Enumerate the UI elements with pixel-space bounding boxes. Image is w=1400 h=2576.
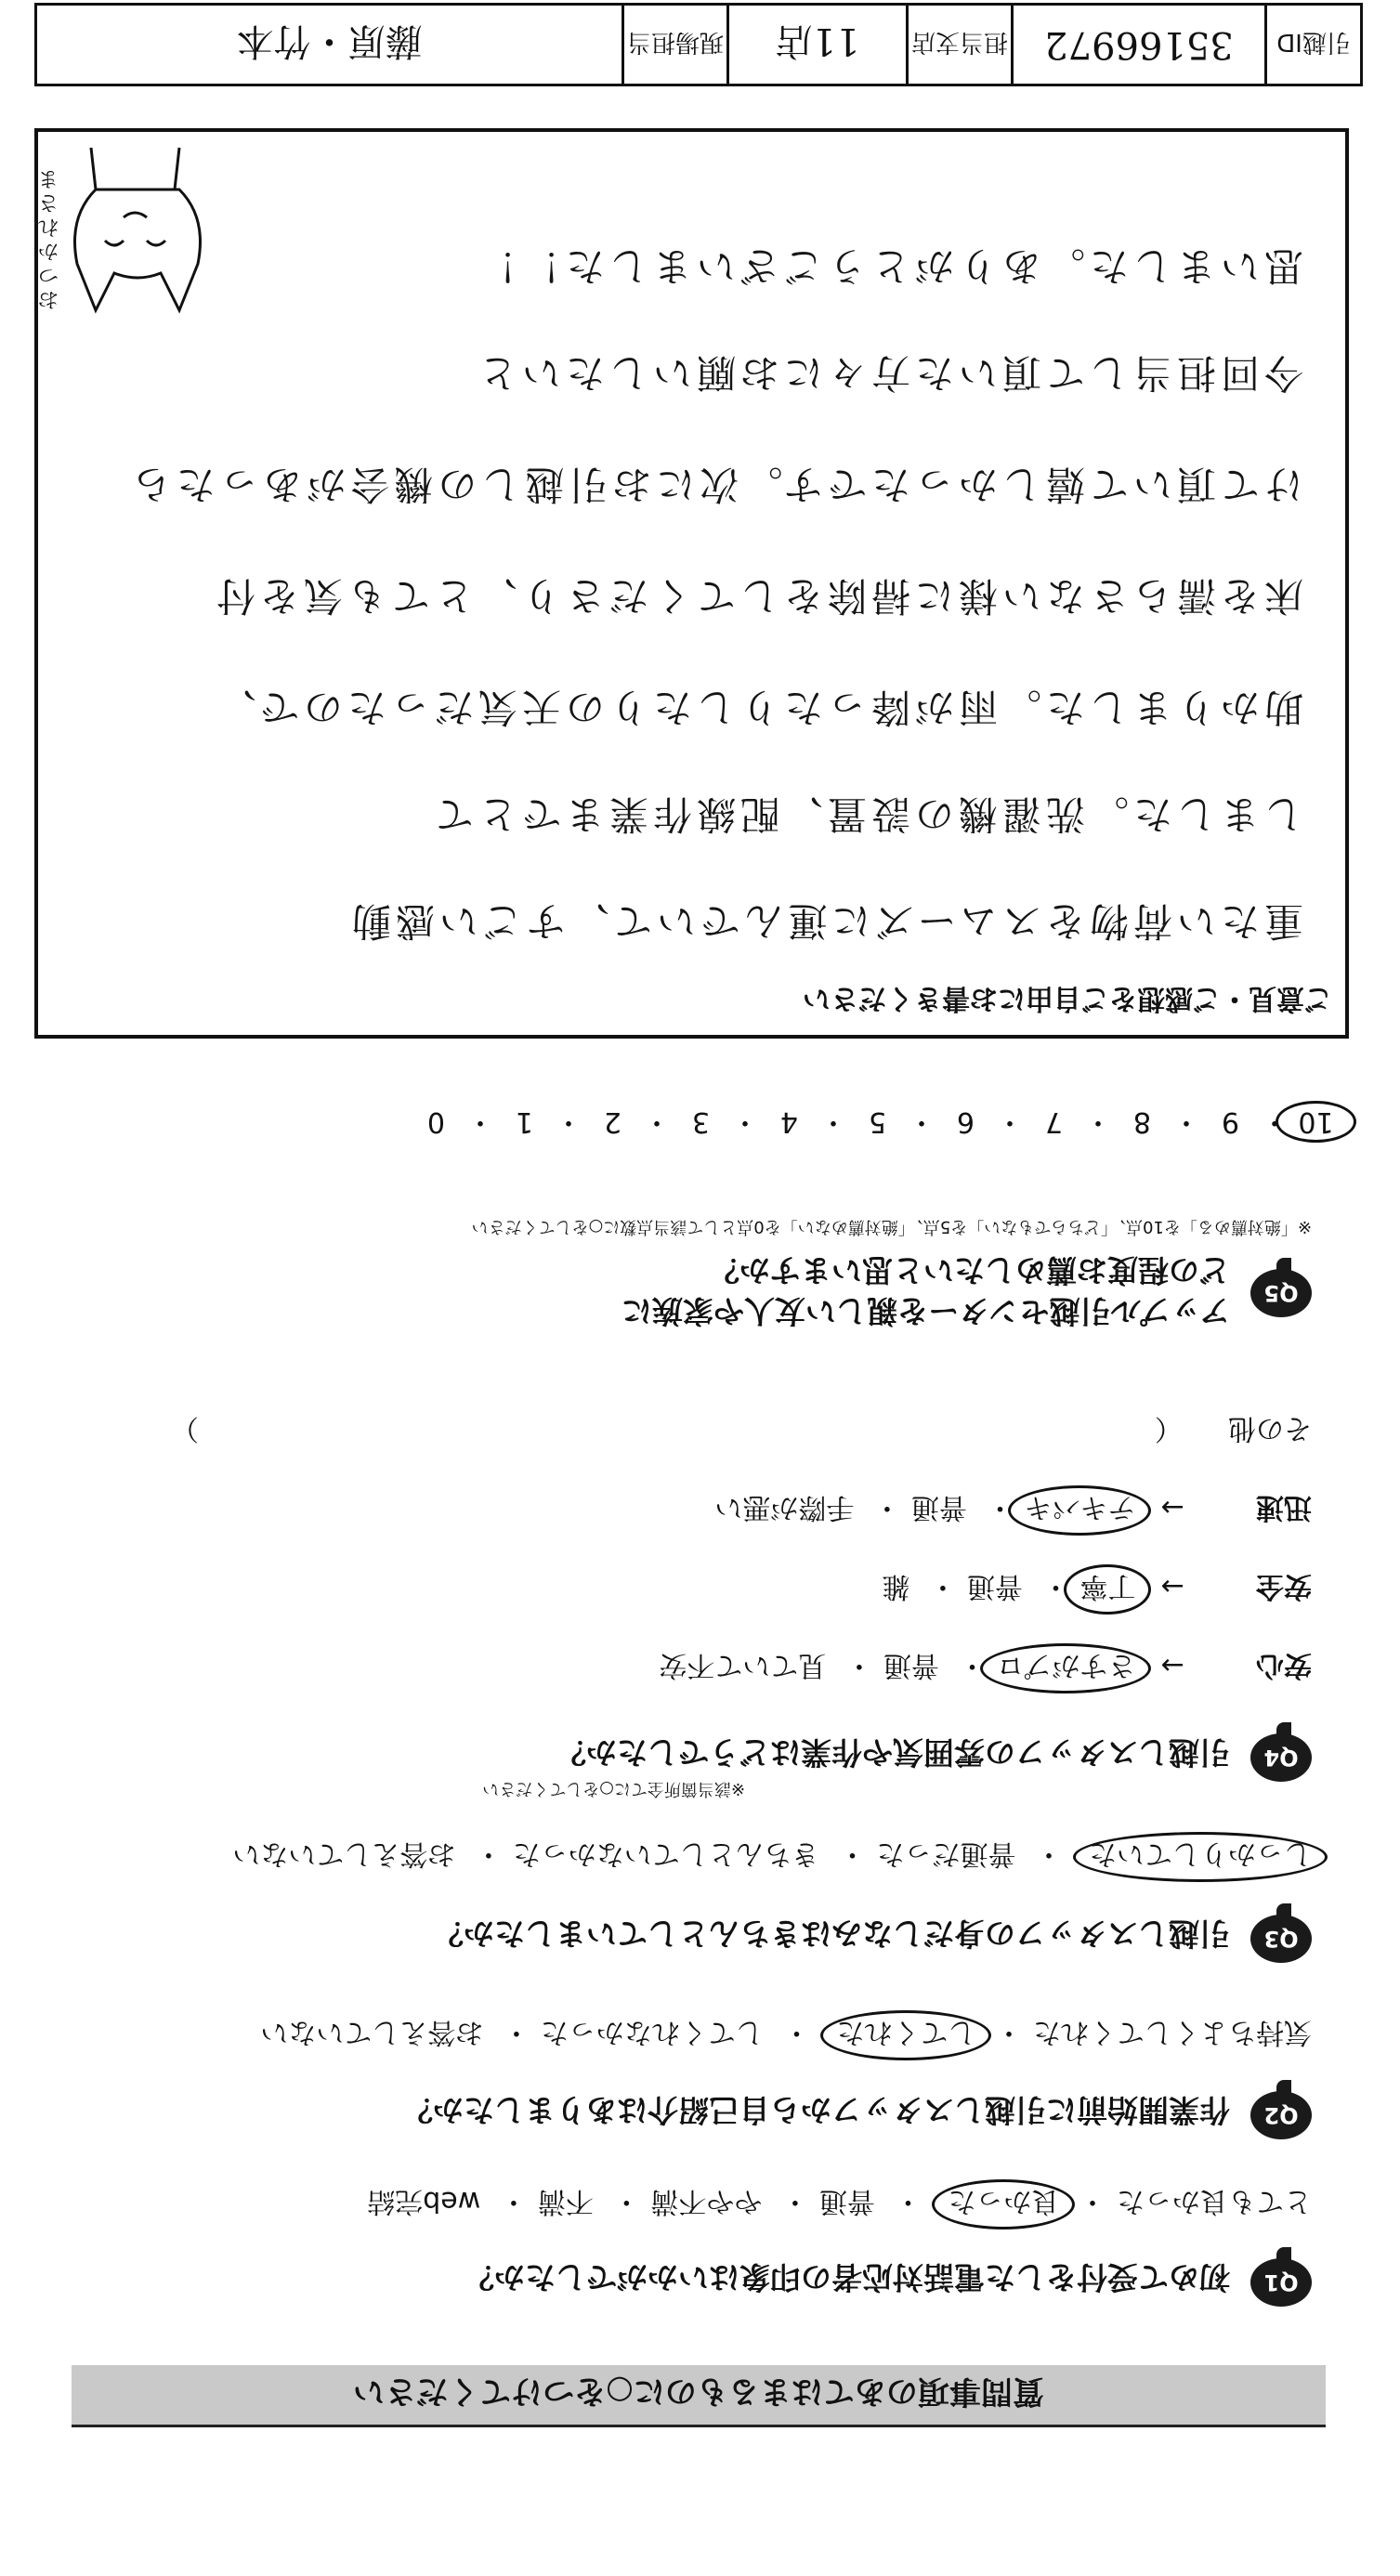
q3-options: しっかりしていた・ 普通だった・ きちんとしていなかった・ お答えしていない <box>232 1837 1312 1877</box>
comment-line: けて頂いて嬉しかったです。次にお引越しの機会があったら <box>127 462 1303 507</box>
comment-line: 思いました。ありがとうございました！！ <box>473 243 1303 289</box>
q4-option[interactable]: 雑 <box>882 1570 910 1602</box>
q4-row-anzen: 安全→ 丁寧・ 普通・ 雑 <box>882 1569 1312 1610</box>
q5-scale-value[interactable]: 3 <box>691 1105 711 1138</box>
team-label: 現場担当 <box>621 6 726 84</box>
q5-badge-icon: Q5 <box>1250 1269 1312 1317</box>
q4-option[interactable]: 手際が悪い <box>714 1491 855 1523</box>
q4-other-open: （ <box>1154 1412 1183 1445</box>
q2-badge-icon: Q2 <box>1250 2091 1312 2139</box>
q3-option[interactable]: お答えしていない <box>232 1837 456 1870</box>
q5-scale-value[interactable]: 5 <box>868 1105 887 1138</box>
q2-option-selected[interactable]: してくれた <box>820 2010 991 2060</box>
q4-option[interactable]: 普通 <box>910 1491 967 1523</box>
q5-text-line2: どの程度お薦めしたいと思いますか？ <box>709 1252 1230 1288</box>
q1-option[interactable]: web完結 <box>367 2185 481 2217</box>
q4-row-label: 迅速 <box>1256 1491 1312 1523</box>
arrow-icon: → <box>1160 1649 1184 1681</box>
cat-doodle-icon <box>59 143 216 329</box>
comments-title: ご意見・ご感想をご自由にお書きください <box>803 982 1332 1014</box>
doodle-caption: おつかれさま <box>37 166 59 310</box>
q4-option[interactable]: 普通 <box>966 1570 1023 1602</box>
comment-line: 床を濡らさない様に掃除をしてくださり、とても気を付 <box>211 573 1303 619</box>
q3-text: 引越しスタッフの身だしなみはきちんとしていましたか？ <box>433 1916 1230 1952</box>
arrow-icon: → <box>1160 1570 1184 1602</box>
q5-scale-value[interactable]: 9 <box>1221 1105 1240 1138</box>
instruction-banner <box>72 2365 1326 2427</box>
q2-text: 作業開始前に引越しスタッフから自己紹介はありましたか？ <box>402 2092 1230 2128</box>
q4-row-label: 安全 <box>1256 1570 1312 1602</box>
q4-option-selected[interactable]: 丁寧 <box>1064 1564 1151 1615</box>
q1-badge-icon: Q1 <box>1250 2258 1312 2307</box>
q1-option[interactable]: とても良かった <box>1117 2185 1312 2217</box>
comment-line: 重たい荷物をスムーズに運んでいて、すごい感動 <box>347 898 1303 944</box>
q1-option[interactable]: 不満 <box>537 2185 594 2217</box>
instruction-text: 質問事項のあてはまるものに○をつけてください <box>353 2373 1044 2411</box>
q4-row-anshin: 安心→ さすがプロ・ 普通・ 見ていて不安 <box>659 1648 1312 1689</box>
q4-badge-icon: Q4 <box>1250 1733 1312 1782</box>
q1-option-selected[interactable]: 良かった <box>932 2179 1075 2229</box>
q5-scale-value[interactable]: 8 <box>1132 1105 1152 1138</box>
q1-text: 初めて受付をした電話対応者の印象はいかがでしたか？ <box>464 2259 1230 2295</box>
q5-note: ※「絶対薦める」を10点、「どちらでもない」を5点、「絶対薦めない」を0点として該当点数に○をしてください <box>471 1217 1312 1236</box>
q4-option-selected[interactable]: さすがプロ <box>980 1643 1151 1693</box>
q5-scale-value[interactable]: 4 <box>779 1105 799 1138</box>
q3-option-selected[interactable]: しっかりしていた <box>1073 1832 1328 1882</box>
q5-scale-selected: 10 <box>1276 1101 1356 1143</box>
q3-option[interactable]: 普通だった <box>876 1837 1016 1870</box>
q4-other-close: ） <box>170 1412 199 1445</box>
comment-line: しました。洗濯機の設置、配線作業までとて <box>429 791 1303 837</box>
q2-option[interactable]: 気持ちよくしてくれた <box>1033 2016 1312 2048</box>
q3-badge-icon: Q3 <box>1250 1915 1312 1963</box>
q4-option[interactable]: 普通 <box>883 1649 939 1681</box>
q3-option[interactable]: きちんとしていなかった <box>512 1837 819 1870</box>
branch-label: 担当支店 <box>906 6 1011 84</box>
q5-text-line1: アップル引越センターを親しい友人や家族に <box>621 1293 1230 1329</box>
q5-scale: 10・9・8・7・6・5・4・3・2・1・0 <box>406 1105 1349 1145</box>
q1-options: とても良かった・ 良かった・ 普通・ やや不満・ 不満・ web完結 <box>367 2184 1312 2225</box>
arrow-icon: → <box>1160 1491 1184 1523</box>
q5-scale-value[interactable]: 6 <box>956 1105 975 1138</box>
q4-other-label: その他 <box>1228 1412 1312 1445</box>
comment-line: 助かりました。雨が降ったりしたりの天気だったので、 <box>212 685 1303 730</box>
comment-line: 今回担当して頂いた方々にお願いしたいと <box>473 350 1303 396</box>
staff-info-table <box>34 3 1363 86</box>
q1-option[interactable]: やや不満 <box>650 2185 763 2217</box>
q4-row-label: 安心 <box>1256 1649 1312 1681</box>
comments-box[interactable] <box>34 128 1349 1039</box>
q4-note: ※該当箇所全てに○をしてください <box>482 1779 745 1798</box>
id-label: 引越ID <box>1264 6 1360 84</box>
team-value: 藤原・竹本 <box>236 20 423 63</box>
q1-option[interactable]: 普通 <box>818 2185 875 2217</box>
q5-scale-value[interactable]: 1 <box>515 1105 534 1138</box>
q5-scale-value[interactable] <box>1289 1105 1349 1138</box>
q5-scale-value[interactable]: 7 <box>1044 1105 1064 1138</box>
q4-option-selected[interactable]: テキパキ <box>1008 1485 1151 1536</box>
q2-option[interactable]: してくれなかった <box>540 2016 764 2048</box>
id-value: 35166972 <box>1011 6 1264 84</box>
q5-scale-value[interactable]: 0 <box>426 1105 446 1138</box>
q2-option[interactable]: お答えしていない <box>260 2016 484 2048</box>
q5-scale-value[interactable]: 2 <box>603 1105 622 1138</box>
q4-row-jinsoku: 迅速→ テキパキ・ 普通・ 手際が悪い <box>714 1490 1312 1531</box>
q4-option[interactable]: 見ていて不安 <box>659 1649 827 1681</box>
q2-options: 気持ちよくしてくれた・ してくれた・ してくれなかった・ お答えしていない <box>260 2015 1312 2056</box>
q4-text: 引越しスタッフの雰囲気や作業はどうでしたか？ <box>556 1734 1230 1771</box>
branch-value: 11店 <box>726 6 906 84</box>
q4-other-row <box>150 1411 1312 1452</box>
